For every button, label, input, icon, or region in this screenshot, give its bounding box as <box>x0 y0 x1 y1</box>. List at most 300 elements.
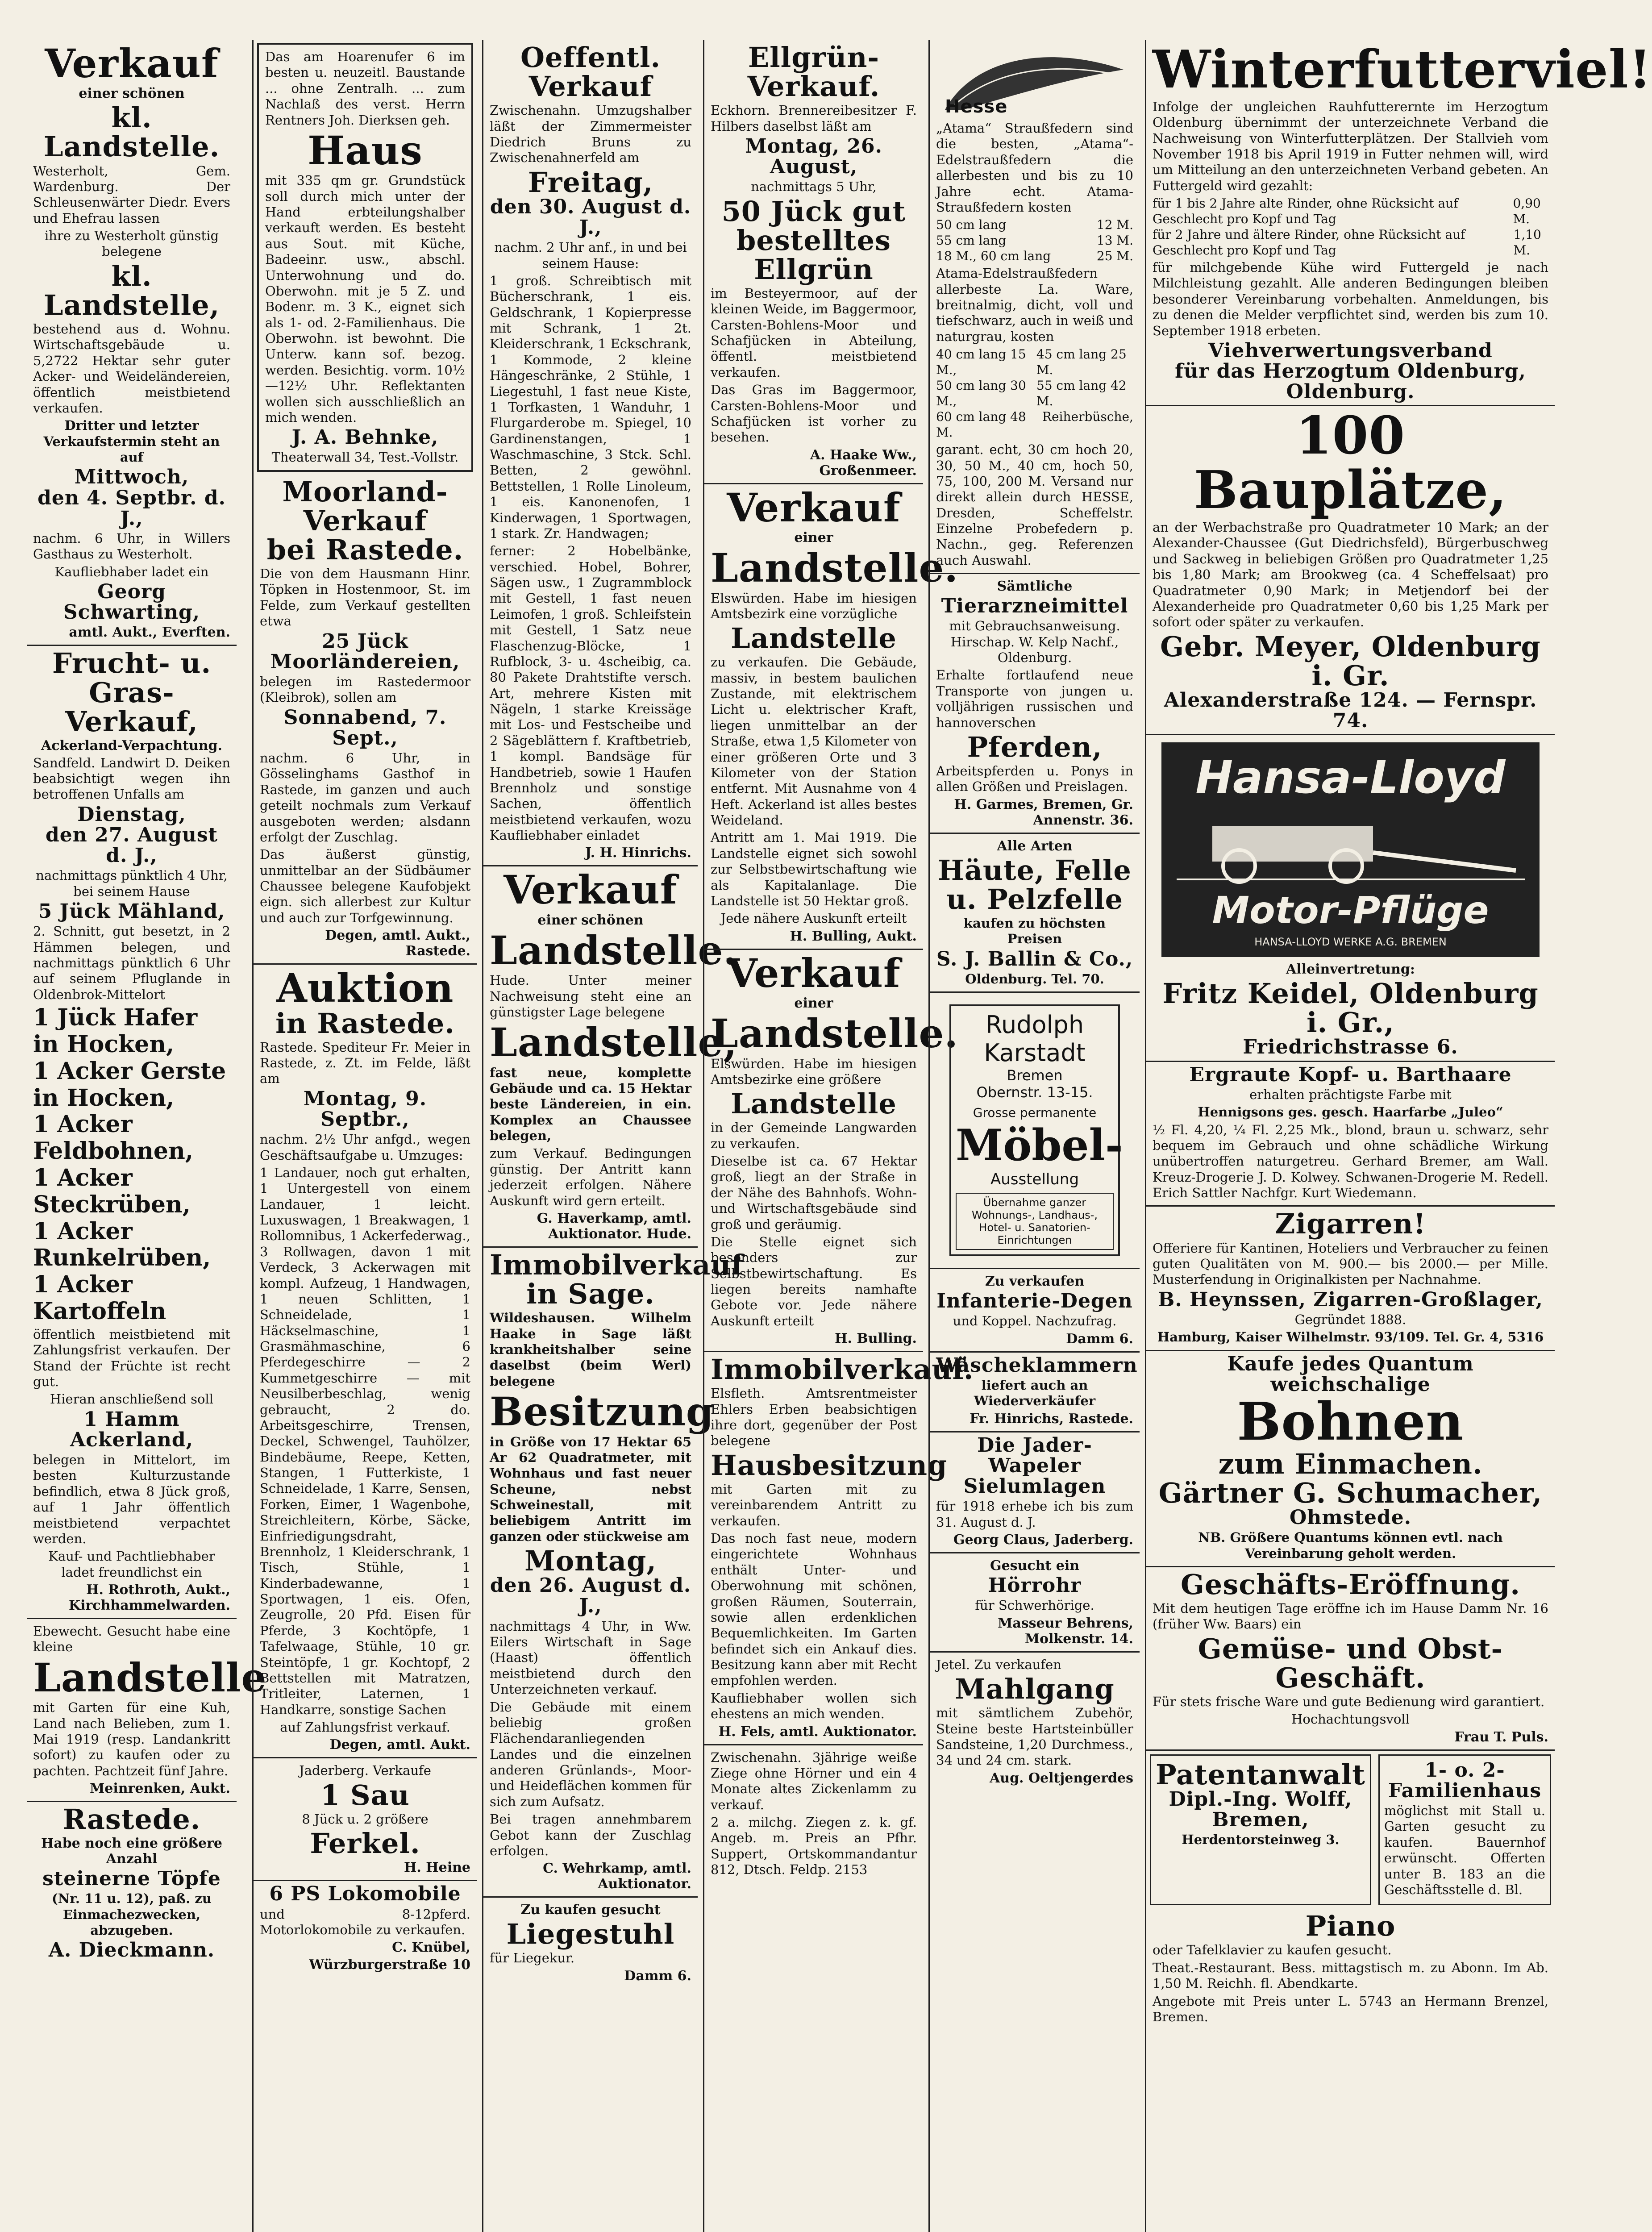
list-item: 1 Acker Gerste in Hocken, <box>33 1057 226 1112</box>
price-label: 55 cm lang <box>936 233 1007 248</box>
karstadt-city: Bremen <box>1007 1067 1063 1084</box>
ad-text: „Atama“ Straußfedern sind die besten, „Atama“-Edelstraußfedern die allerbesten und bis zu 10 Jahre echt. Atama-Straußfedern kosten <box>936 121 1133 215</box>
ad-text: NB. Größere Quantums können evtl. nach Vereinbarung geholt werden. <box>1198 1530 1503 1561</box>
ad-city: Bremen, <box>1212 1808 1309 1831</box>
ad-heading: Häute, Felle <box>938 854 1132 887</box>
ad-address: Herdentorsteinweg 3. <box>1182 1832 1340 1848</box>
ad-heading: Pferden, <box>967 730 1103 763</box>
ad-heading: 6 PS Lokomobile <box>269 1882 461 1906</box>
ad-heading: Patentanwalt <box>1156 1758 1365 1791</box>
ad-text: garant. echt, 30 cm hoch 20, 30, 50 M., 40 cm, hoch 50, 75, 100, 200 M. Versand nur direkt allein durch HESSE, Dresden, Scheffelstr. Einzelne Probefedern p. Nachn., geg. Referenzen auch Auswahl. <box>936 442 1133 568</box>
ad-heading: Ergraute Kopf- u. Barthaare <box>1189 1063 1512 1086</box>
ad-heading: Haus <box>308 127 423 174</box>
ad-signature: H. Garmes, Bremen, Gr. Annenstr. 36. <box>954 796 1133 828</box>
price-value: 13 M. <box>1096 233 1133 248</box>
karstadt-services: Übernahme ganzer Wohnungs-, Landhaus-, Hotel- u. Sanatorien-Einrichtungen <box>956 1193 1114 1250</box>
ad-text: 2 a. milchg. Ziegen z. k. gf. Angeb. m. Preis an Pfhr. Suppert, Ortskommandantur 812, Dtsch. Feldp. 2153 <box>711 1815 917 1878</box>
ad-name: Georg Schwarting, <box>63 580 200 624</box>
price-row <box>936 248 1133 264</box>
ad-heading: bei Rastede. <box>266 533 464 566</box>
ad-heading: u. Pelzfelle <box>946 883 1124 916</box>
ad-text: mit Garten mit zu vereinbarendem Antritt zu verkaufen. <box>711 1481 917 1528</box>
ad-text: Hochachtungsvoll <box>1291 1711 1410 1727</box>
ad-text: Hieran anschließend soll <box>50 1391 214 1407</box>
ad-signature: Damm 6. <box>624 1968 691 1984</box>
price-list <box>936 346 1133 440</box>
price-row <box>1153 227 1548 258</box>
ad-text: Eckhorn. Brennereibesitzer F. Hilbers daselbst läßt am <box>711 103 917 134</box>
ad-date: Sonnabend, 7. Sept., <box>283 706 447 750</box>
ad-text: nachm. 6 Uhr, in Willers Gasthaus zu Westerholt. <box>33 530 230 562</box>
ad-straussfedern <box>930 40 1140 574</box>
ad-subheading: einer schönen <box>537 912 644 928</box>
ad-text: Das noch fast neue, modern eingerichtete Wohnhaus enthält Unter- und Oberwohnung mit schönen, großen Räumen, Souterrain, sowie allen erdenklichen Bequemlichkeiten. Im Garten befindet sich ein Ankauf dies. Besitzung kann aber mit Recht empfohlen werden. <box>711 1531 917 1688</box>
ad-heading: Zigarren! <box>1275 1208 1426 1241</box>
ad-heading: Geschäfts-Eröffnung. <box>1180 1568 1521 1601</box>
price-value: 45 cm lang 25 M. <box>1036 347 1127 378</box>
ad-heading: Winterfutterviel! <box>1153 39 1652 100</box>
ad-hoerrohr <box>930 1553 1140 1653</box>
ad-heading: Piano <box>1305 1910 1396 1943</box>
ostrich-feather-logo <box>936 43 1133 119</box>
ad-heading: Tierarzneimittel <box>941 595 1128 618</box>
ad-text: oder Tafelklavier zu kaufen gesucht. <box>1153 1942 1392 1958</box>
price-label: für 2 Jahre und ältere Rinder, ohne Rücksicht auf Geschlecht pro Kopf und Tag <box>1153 227 1465 258</box>
ad-haarfarbe <box>1146 1062 1555 1207</box>
ad-heading: Rastede. <box>62 1803 201 1836</box>
ad-text: Theat.-Restaurant. Bess. mittagstisch m. zu Abonn. Im Ab. 1,50 M. Reichh. fl. Abendkarte. <box>1153 1960 1548 1991</box>
ad-heading: Liegestuhl <box>506 1918 675 1951</box>
ad-name: J. A. Behnke, <box>291 426 439 449</box>
ad-subheading: Alleinvertretung: <box>1286 962 1415 978</box>
ad-tierarzneimittel <box>930 574 1140 834</box>
ad-heading: kl. Landstelle, <box>43 259 220 321</box>
ad-landstelle-gesucht <box>27 1619 267 1802</box>
ad-text: Offeriere für Kantinen, Hoteliers und Verbraucher zu feinen guten Qualitäten von M. 900.— bis 2000.— per Mille. Musterfendung in Originalkisten per Nachnahme. <box>1153 1240 1548 1287</box>
ad-text: kaufen zu höchsten Preisen <box>963 915 1106 947</box>
hesse-logo-text: Hesse <box>945 96 1008 117</box>
ad-subheading: Ackerland-Verpachtung. <box>41 737 222 754</box>
ad-heading: steinerne Töpfe <box>42 1867 221 1891</box>
ad-heading: Verkauf <box>504 866 678 913</box>
ad-text: Das am Hoarenufer 6 im besten u. neuzeitl. Baustande ... ohne Zentralh. ... zum Nachlaß des verst. Herrn Rentners Joh. Dierksen geh. <box>265 49 465 128</box>
ad-heading: 1 Sau <box>320 1778 410 1811</box>
ad-heading: Wäscheklammern <box>936 1353 1138 1377</box>
list-item: 1 Acker Kartoffeln <box>33 1271 166 1325</box>
ad-hansa-lloyd <box>1146 735 1555 1062</box>
ad-signature: H. Fels, amtl. Auktionator. <box>718 1724 917 1740</box>
ad-heading: 50 Jück gut bestelltes Ellgrün <box>721 195 906 286</box>
tractor-icon <box>1177 808 1525 884</box>
ad-text: 1 Landauer, noch gut erhalten, 1 Untergestell von einem Landauer, 1 leicht. Luxuswagen, 1 Breakwagen, 1 Rollomnibus, 1 Ackerfederwag., 3 Rollwagen, davon 1 mit Verdeck, 3 Ackerwagen mit kompl. Aufzeug, 1 Handwagen, 1 neuen Schlitten, 1 Schneidelade, 1 Häckselmaschine, 1 Grasmähmaschine, 6 Pferdegeschirre — 2 Kummetgeschirre — mit Neusilberbeschlag, wenig gebraucht, 2 do. Arbeitsgeschirre, Trensen, Deckel, Schwengel, Tauhölzer, Bindebäume, Reepe, Ketten, Stangen, 1 Futterkiste, 1 Schneidelade, 1 Karre, Sensen, Forken, Eimer, 1 Wagenbohe, Streichleitern, Körbe, Säcke, Einfriedigungsdraht, Brennholz, 1 Kleiderschrank, 1 Tisch, Stühle, 1 Kinderbadewanne, 1 Sportwagen, 1 eis. Ofen, Zeugrolle, 20 Pfd. Eisen für Pferde, 3 Kochtöpfe, 1 Tafelwaage, Stühle, 10 gr. Steintöpfe, 1 gr. Kochtopf, 2 Bettstellen mit Matratzen, Tritleiter, Laternen, 1 Handkarre, sonstige Sachen <box>260 1165 470 1717</box>
ad-heading: Landstelle <box>731 622 897 655</box>
ad-text: Die Gebäude mit einem beliebig großen Flächendaranliegenden Landes und die einzelnen anderen Grünlands-, Moor- und Heideflächen kommen für sich zum Aufsatz. <box>490 1699 691 1809</box>
ad-address: Alexanderstraße 124. — Fernspr. 74. <box>1164 688 1537 733</box>
ad-text: nachm. 2½ Uhr anfgd., wegen Geschäftsaufgabe u. Umzuges: <box>260 1132 470 1163</box>
ad-sielumlagen <box>930 1432 1140 1553</box>
price-value: 55 cm lang 42 M. <box>1036 378 1127 409</box>
ad-date: Montag, 9. Septbr., <box>303 1087 427 1131</box>
ad-bauplaetze <box>1146 406 1555 735</box>
ad-text: zu verkaufen. Die Gebäude, massiv, in bestem baulichen Zustande, mit elektrischem Licht u. elektrischer Kraft, liegen unmittelbar an der Straße, etwa 1,5 Kilometer von einer größeren Orte und 3 Kilometer von der Station entfernt. Mit Ausnahme von 4 Heft. Ackerland ist alles bestes Weideland. <box>711 654 917 828</box>
ad-frucht-grasverkauf <box>27 646 237 1619</box>
price-label: 40 cm lang 15 M., <box>936 347 1026 378</box>
ad-signature: Meinrenken, Aukt. <box>90 1781 230 1797</box>
ad-immobilverkauf-elsfleth <box>704 1352 974 1745</box>
ad-ellgruen-verkauf <box>704 40 923 484</box>
ad-text: fast neue, komplette Gebäude und ca. 15 Hektar beste Ländereien, in ein. Komplex an Chaussee belegen, <box>490 1065 691 1144</box>
karstadt-street: Obernstr. 13-15. <box>976 1084 1093 1101</box>
ad-signature: Fr. Hinrichs, Rastede. <box>970 1411 1133 1427</box>
ad-subheading: einer <box>794 995 833 1012</box>
ad-text: Elswürden. Habe im hiesigen Amtsbezirk eine vorzügliche <box>711 590 917 621</box>
ad-signature: G. Haverkamp, amtl. Auktionator. Hude. <box>537 1211 691 1242</box>
price-value: 12 M. <box>1096 217 1133 233</box>
ad-signature: Masseur Behrens, Molkenstr. 14. <box>998 1615 1133 1647</box>
hansa-lloyd-brand: HANSA-LLOYD WERKE A.G. BREMEN <box>1254 936 1447 949</box>
ad-date: Mittwoch, <box>74 466 189 489</box>
ad-subheading: Zu kaufen gesucht <box>520 1902 661 1918</box>
ad-signature: J. H. Hinrichs. <box>585 845 691 861</box>
ad-text: Das äußerst günstig, unmittelbar an der Südbäumer Chaussee belegene Kaufobjekt eign. sich allerbest zur Kultur und auch zur Torfgewinnung. <box>260 847 470 925</box>
ad-waescheklammern <box>930 1353 1140 1432</box>
ad-date: Montag, <box>524 1545 657 1578</box>
ad-text: Dieselbe ist ca. 67 Hektar groß, liegt an der Straße in der Nähe des Bahnhofs. Wohn- und Wirtschaftsgebäude sind groß und geräumig. <box>711 1153 917 1232</box>
ad-name: S. J. Ballin & Co., <box>936 947 1133 970</box>
ad-text: nachmittags 5 Uhr, <box>751 179 877 195</box>
ad-heading: Mahlgang <box>955 1673 1115 1706</box>
crop-list <box>33 1004 230 1325</box>
ad-address: Theaterwall 34, Test.-Vollstr. <box>271 450 459 465</box>
ad-text: mit Gebrauchsanweisung. Hirschap. W. Kelp Nachf., Oldenburg. <box>949 618 1120 666</box>
ad-heading: Verkauf <box>727 484 901 531</box>
list-item: 1 Jück Hafer in Hocken, <box>33 1004 198 1058</box>
ad-text: möglichst mit Stall u. Garten gesucht zu kaufen. Bauernhof erwünscht. Offerten unter B. 183 an die Geschäftsstelle d. Bl. <box>1384 1803 1545 1897</box>
ad-auktion-rastede <box>254 965 477 1758</box>
ad-heading: 5 Jück Mähland, <box>38 900 225 923</box>
ad-address: Friedrichstrasse 6. <box>1243 1036 1458 1059</box>
ad-address: Ohmstede. <box>1289 1506 1412 1529</box>
ad-text: Jaderberg. Verkaufe <box>299 1763 431 1778</box>
ad-date: Dienstag, <box>77 803 186 826</box>
karstadt-first-name: Rudolph <box>985 1011 1084 1039</box>
column-3 <box>482 40 744 2232</box>
price-label: 18 M., 60 cm lang <box>936 249 1051 264</box>
ad-heading: Ferkel. <box>310 1827 420 1860</box>
ad-heading: in Sage. <box>526 1278 655 1311</box>
ad-liegestuhl <box>483 1898 698 1988</box>
ad-text: Die Stelle eignet sich besonders zur Selbstbewirtschaftung. Es liegen bereits namhafte Gebote vor. Jede nähere Auskunft erteilt <box>711 1234 917 1328</box>
ad-date: Freitag, <box>528 166 653 199</box>
ad-text: Antritt am 1. Mai 1919. Die Landstelle eignet sich sowohl zur Selbstbewirtschaftung wie als Kapitalanlage. Die Landstelle ist 50 Hektar groß. <box>711 830 917 908</box>
price-list <box>936 217 1133 264</box>
ad-text: Gegründet 1888. <box>1294 1312 1406 1327</box>
ad-address: Oldenburg. Tel. 70. <box>965 971 1104 987</box>
ad-heading: Die Jader-Wapeler Sielumlagen <box>963 1433 1106 1498</box>
list-item: 1 Acker Runkelrüben, <box>33 1217 211 1272</box>
ad-address: Hamburg, Kaiser Wilhelmstr. 93/109. Tel. Gr. 4, 5316 <box>1157 1329 1544 1345</box>
ad-winterfuttervieh <box>1146 39 1652 406</box>
karstadt-tagline: Grosse permanente <box>973 1105 1097 1120</box>
ad-text: Atama-Edelstraußfedern allerbeste La. Ware, breitnalmig, dicht, voll und tiefschwarz, auch in weiß und naturgrau, kosten <box>936 266 1133 344</box>
ad-text: Dritter und letzter Verkaufstermin steht an auf <box>43 418 220 465</box>
ad-heading: Landstelle. <box>711 1010 959 1057</box>
ad-heading: kl. Landstelle. <box>43 101 220 163</box>
ad-text: Sandfeld. Landwirt D. Deiken beabsichtigt wegen ihn betroffenen Unfalls am <box>33 755 230 802</box>
motor-pfluege-text: Motor-Pflüge <box>1212 888 1489 933</box>
ad-signature: Georg Claus, Jaderberg. <box>953 1532 1133 1548</box>
price-value: 0,90 M. <box>1513 196 1541 227</box>
ad-piano <box>1146 1909 1555 2029</box>
ad-steintoepfe <box>27 1802 237 1964</box>
ad-text: liefert auch an Wiederverkäufer <box>974 1378 1096 1409</box>
ad-heading: Moorland-Verkauf <box>282 475 448 537</box>
ad-text: Die von dem Hausmann Hinr. Töpken in Hostenmoor, St. im Felde, zum Verkauf gestellten etwa <box>260 566 470 629</box>
ad-text: Elswürden. Habe im hiesigen Amtsbezirke eine größere <box>711 1056 917 1087</box>
ad-text: Jede nähere Auskunft erteilt <box>720 911 907 926</box>
ad-heading: Landstelle <box>731 1087 897 1120</box>
ad-karstadt-moebel <box>930 993 1140 1269</box>
ad-heading: Landstelle. <box>490 927 738 974</box>
ad-signature: Damm 6. <box>1066 1331 1133 1347</box>
ad-text: und 8-12pferd. Motorlokomobile zu verkaufen. <box>260 1906 470 1937</box>
column-5 <box>928 40 1140 2232</box>
newspaper-page <box>27 39 1652 2232</box>
ad-text: ihre zu Westerholt günstig belegene <box>44 228 219 259</box>
price-list <box>1153 196 1548 258</box>
ad-landstelle-elswuerden-1 <box>704 484 959 950</box>
ad-signature: H. Bulling. <box>835 1331 917 1347</box>
ad-heading: Auktion <box>276 965 454 1012</box>
ad-heading: Verkauf <box>45 40 219 87</box>
ad-subheading: Habe noch eine größere Anzahl <box>41 1836 223 1867</box>
ad-immobilverkauf-sage <box>483 1248 744 1898</box>
ad-subheading: Gesucht ein <box>990 1558 1080 1574</box>
bottom-ads-row <box>1146 1751 1555 1909</box>
ad-landstelle-elswuerden-2 <box>704 949 959 1353</box>
ad-heading: Moorländereien, <box>270 650 460 673</box>
ad-signature: H. Bulling, Aukt. <box>790 928 917 944</box>
column-6 <box>1145 39 1652 2232</box>
ad-text: belegen in Mittelort, im besten Kulturzustande befindlich, etwa 8 Jück groß, auf 1 Jahr öffentlich meistbietend verpachtet werden. <box>33 1452 230 1546</box>
ad-haeute-felle <box>930 834 1140 993</box>
ad-text: Erhalte fortlaufend neue Transporte von jungen u. volljährigen russischen und hannoverschen <box>936 667 1133 730</box>
ad-signature: Degen, amtl. Aukt. <box>329 1737 470 1753</box>
ad-heading: Landstelle <box>33 1654 267 1701</box>
ad-date: den 30. August d. J., <box>490 195 691 239</box>
ad-heading: Frucht- u. Gras-Verkauf, <box>52 647 212 738</box>
ad-heading: für das Herzogtum Oldenburg, Oldenburg. <box>1175 360 1526 404</box>
column-1 <box>27 40 267 2232</box>
ad-text: Hude. Unter meiner Nachweisung steht eine an günstigster Lage belegene <box>490 973 691 1020</box>
ad-text: öffentlich meistbietend mit Zahlungsfrist verkaufen. Der Stand der Früchte ist recht gut. <box>33 1326 230 1389</box>
ad-text: Bei tragen annehmbarem Gebot kann der Zuschlag erfolgen. <box>490 1811 691 1858</box>
ad-heading: 25 Jück <box>322 629 408 653</box>
karstadt-ausstellung: Ausstellung <box>990 1170 1079 1189</box>
price-value: Reiherbüsche, <box>1042 409 1133 425</box>
hansa-lloyd-logo: Hansa-Lloyd <box>1195 751 1506 804</box>
ad-text: Mit dem heutigen Tage eröffne ich im Hause Damm Nr. 16 (früher Ww. Baars) ein <box>1153 1601 1548 1632</box>
ad-name: Gebr. Meyer, Oldenburg i. Gr. <box>1160 630 1541 692</box>
hansa-lloyd-banner <box>1161 742 1540 957</box>
price-value: 25 M. <box>1096 249 1133 264</box>
ad-heading: Infanterie-Degen <box>936 1290 1133 1313</box>
ad-lokomobile <box>254 1881 477 1977</box>
ad-text: Rastede. Spediteur Fr. Meier in Rastede, z. Zt. im Felde, läßt am <box>260 1039 470 1087</box>
ad-heading: Besitzung <box>490 1388 714 1435</box>
ad-text: (Nr. 11 u. 12), paß. zu Einmachezwecken, abzugeben. <box>52 1891 212 1938</box>
ad-heading: Bohnen <box>1237 1391 1464 1452</box>
price-label: 50 cm lang 30 M., <box>936 378 1026 409</box>
ad-oeffentl-verkauf <box>483 40 698 866</box>
ad-text: mit Garten für eine Kuh, Land nach Belieben, zum 1. Mai 1919 (resp. Landankritt sofort) zu kaufen oder zu pachten. Pachtzeit fünf Jahre. <box>33 1700 230 1778</box>
ad-name: A. Dieckmann. <box>48 1939 215 1962</box>
ad-text: Kaufliebhaber wollen sich ehestens an mich wenden. <box>711 1690 917 1722</box>
ad-heading: Gemüse- und Obst-Geschäft. <box>1198 1632 1503 1694</box>
ad-text: auf Zahlungsfrist verkauf. <box>280 1720 450 1735</box>
ad-text: 8 Jück u. 2 größere <box>302 1811 429 1827</box>
ad-text: Hennigsons ges. gesch. Haarfarbe „Juleo“ <box>1198 1104 1503 1120</box>
price-row <box>936 409 1133 440</box>
ad-text: nachmittags 4 Uhr, in Ww. Eilers Wirtschaft in Sage (Haast) öffentlich meistbietend durch den Unterzeichneten verkauf. <box>490 1618 691 1697</box>
list-item: 1 Acker Feldbohnen, <box>33 1111 193 1165</box>
ad-geschaefts-eroeffnung <box>1146 1567 1555 1751</box>
price-row <box>1153 196 1548 227</box>
motor-plough-illustration <box>1170 808 1531 884</box>
ad-text: ½ Fl. 4,20, ¼ Fl. 2,25 Mk., blond, braun u. schwarz, sehr bequem im Gebrauch und ohne schädliche Wirkung unübertroffen naturgetreu. Gerhard Bremer, am Wall. Kreuz-Drogerie J. D. Kolwey. Schwanen-Drogerie M. Redell. Erich Sattler Nachfgr. Kurt Wiedemann. <box>1153 1122 1548 1201</box>
ad-signature: Frau T. Puls. <box>1454 1729 1548 1745</box>
ad-text: nachm. 2 Uhr anf., in und bei seinem Hause: <box>494 240 687 271</box>
price-row <box>936 378 1133 409</box>
ad-subheading: Alle Arten <box>997 838 1073 854</box>
ad-heading: 1 Hamm Ackerland, <box>70 1407 193 1451</box>
ad-signature: Degen, amtl. Aukt., Rastede. <box>325 928 470 959</box>
ad-signature: C. Wehrkamp, amtl. Auktionator. <box>543 1861 691 1892</box>
ad-text: für Schwerhörige. <box>975 1598 1094 1613</box>
ad-text: mit sämtlichem Zubehör, Steine beste Hartsteinbüller Sandsteine, 1,20 Durchmess., 34 und 24 cm. stark. <box>936 1705 1133 1768</box>
ad-text: Das Gras im Baggermoor, Carsten-Bohlens-Moor und Schafjücken ist vorher zu besehen. <box>711 382 917 445</box>
karstadt-moebel: Möbel- <box>956 1120 1123 1171</box>
karstadt-name: Karstadt <box>984 1039 1086 1067</box>
ad-heading: Immobilverkauf. <box>711 1353 974 1386</box>
ad-heading: Viehverwertungsverband <box>1208 339 1493 362</box>
ad-heading: Hausbesitzung <box>711 1449 948 1482</box>
ad-date: Montag, 26. August, <box>745 134 882 179</box>
ad-name: Dipl.-Ing. Wolff, <box>1169 1787 1352 1811</box>
price-value: 1,10 M. <box>1513 227 1541 258</box>
ad-name: Fritz Keidel, Oldenburg i. Gr., <box>1162 977 1539 1039</box>
ad-text: und Koppel. Nachzufrag. <box>953 1313 1117 1329</box>
column-2 <box>252 40 477 2232</box>
ad-text: nachmittags pünktlich 4 Uhr, bei seinem Hause <box>36 868 228 899</box>
ad-name: Gärtner G. Schumacher, <box>1158 1476 1543 1509</box>
ad-text: in der Gemeinde Langwarden zu verkaufen. <box>711 1120 917 1151</box>
ad-landstelle-westerholt <box>27 40 237 646</box>
ad-infanterie-degen <box>930 1269 1140 1353</box>
ad-heading: 1- o. 2-Familienhaus <box>1388 1758 1542 1802</box>
ad-text: Zwischenahn. Umzugshalber läßt der Zimmermeister Diedrich Bruns zu Zwischenahnerfeld am <box>490 103 691 166</box>
ad-signature: amtl. Aukt., Everften. <box>69 625 230 641</box>
ad-text: 1 groß. Schreibtisch mit Bücherschrank, 1 eis. Geldschrank, 1 Kopierpresse mit Schrank, 1 2t. Kleiderschrank, 1 Eckschrank, 1 Kommode, 2 kleine Hängeschränke, 2 Stühle, 1 Liegestuhl, 1 fast neue Kiste, 1 Torfkasten, 1 Wanduhr, 1 Flurgarderobe m. Spiegel, 10 Gardinenstangen, 1 Waschmaschine, 3 Stck. Schl. Betten, 2 gewöhnl. Bettstellen, 1 Rolle Linoleum, 1 eis. Kanonenofen, 1 Kinderwagen, 1 Sportwagen, 1 stark. Zr. Handwagen; <box>490 273 691 541</box>
ad-heading: 100 Bauplätze, <box>1194 405 1507 521</box>
ad-ziegen <box>704 1745 923 1882</box>
ad-text: Ebewecht. Gesucht habe eine kleine <box>33 1624 230 1655</box>
ad-text: im Besteyermoor, auf der kleinen Weide, im Baggermoor, Carsten-Bohlens-Moor und Schafjücken in Abteilung, öffentl. meistbietend verkaufen. <box>711 285 917 380</box>
ad-subheading: einer <box>794 530 833 546</box>
ad-text: Kauf- und Pachtliebhaber ladet freundlichst ein <box>48 1549 215 1580</box>
ad-heading: Oeffentl. Verkauf <box>520 41 661 103</box>
ad-text: für 1918 erhebe ich bis zum 31. August d. J. <box>936 1499 1133 1530</box>
ad-mahlgang <box>930 1653 1140 1791</box>
ad-text: Kaufe jedes Quantum weichschalige <box>1227 1352 1474 1396</box>
karstadt-box <box>949 1004 1123 1256</box>
ad-text: Jetel. Zu verkaufen <box>936 1657 1061 1672</box>
ad-text: Westerholt, Gem. Wardenburg. Der Schleusenwärter Diedr. Evers und Ehefrau lassen <box>33 163 230 226</box>
price-label: für 1 bis 2 Jahre alte Rinder, ohne Rücksicht auf Geschlecht pro Kopf und Tag <box>1153 196 1458 227</box>
price-row <box>936 346 1133 378</box>
ad-heading: Landstelle, <box>490 1019 738 1066</box>
ad-heading: Immobilverkauf <box>490 1249 744 1282</box>
ad-text: Infolge der ungleichen Rauhfutterernte im Herzogtum Oldenburg übernimmt der unterzeichnete Verband die Nachweisung von Winterfutterplätzen. Der Stallvieh vom November 1918 bis April 1919 in Futter nehmen will, wird um Mitteilung an den unterzeichneten Verband gebeten. An Futtergeld wird gezahlt: <box>1153 99 1548 193</box>
ad-text: Kaufliebhaber ladet ein <box>54 564 209 579</box>
ad-text: ferner: 2 Hobelbänke, verschied. Hobel, Bohrer, Sägen usw., 1 Zugrammblock mit Gestell, 1 fast neuen Leimofen, 1 groß. Schleifstein mit Gestell, 1 Satz neue Flaschenzug-Blöcke, 1 Rufblock, 3- u. 4scheibig, ca. 80 Pakete Drahtstifte versch. Art, mehrere Kisten mit Nägeln, 1 starke Kreissäge mit Los- und Festscheibe und 2 Sägeblättern f. Kraftbetrieb, 1 kompl. Bandsäge für Handbetrieb, sowie 1 Haufen Brennholz und sonstige Sachen, öffentlich meistbietend verkaufen, wozu Kaufliebhaber einladet <box>490 543 691 843</box>
ad-text: zum Verkauf. Bedingungen günstig. Der Antritt kann jederzeit erfolgen. Nähere Auskunft wird gern erteilt. <box>490 1145 691 1208</box>
ad-haus-verkauf <box>257 43 473 472</box>
ad-signature: H. Rothroth, Aukt., Kirchhammelwarden. <box>69 1582 230 1614</box>
ad-text: Arbeitspferden u. Ponys in allen Größen und Preislagen. <box>936 763 1133 795</box>
ad-signature: Aug. Oeltjengerdes <box>989 1770 1133 1786</box>
ad-text: belegen im Rastedermoor (Kleibrok), sollen am <box>260 674 470 705</box>
ad-bohnen <box>1146 1351 1555 1567</box>
ad-name: B. Heynssen, Zigarren-Großlager, <box>1158 1288 1543 1311</box>
list-item: 1 Acker Steckrüben, <box>33 1164 191 1218</box>
ad-text: Für stets frische Ware und gute Bedienung wird garantiert. <box>1153 1694 1545 1709</box>
ad-subheading: Sämtliche <box>997 579 1073 595</box>
price-label: 60 cm lang 48 M. <box>936 409 1026 440</box>
ad-subheading: einer schönen <box>79 86 185 102</box>
ad-text: mit 335 qm gr. Grundstück soll durch mich unter der Hand erbteilungshalber verkauft werden. Es besteht aus Sout. mit Küche, Badeeinr. usw., abschl. Unterwohnung und do. Oberwohn. mit je 5 Z. und Bodenr. m. 3 K., eignet sich als 1- od. 2-Familienhaus. Die Oberwohn. ist bewohnt. Die Unterw. kann sof. bezog. werden. Besichtig. vorm. 10½—12½ Uhr. Reflektanten wollen sich ausschließlich an mich wenden. <box>265 173 465 425</box>
ad-date: den 4. Septbr. d. J., <box>37 486 226 530</box>
ad-text: erhalten prächtigste Farbe mit <box>1249 1087 1452 1102</box>
ad-text: Angebote mit Preis unter L. 5743 an Hermann Brenzel, Bremen. <box>1153 1993 1548 2024</box>
ad-date: den 26. August d. J., <box>490 1574 691 1618</box>
ad-sau-ferkel <box>254 1758 477 1881</box>
ad-moorland-verkauf <box>254 475 477 965</box>
ad-text: 2. Schnitt, gut besetzt, in 2 Hämmen belegen, und nachmittags pünktlich 6 Uhr auf seinem Pfluglande in Oldenbrok-Mittelort <box>33 924 230 1002</box>
ad-heading: Ellgrün-Verkauf. <box>747 41 880 103</box>
ad-text: bestehend aus d. Wohnu. Wirtschaftsgebäude u. 5,2722 Hektar sehr guter Acker- und Weideländereien, öffentlich meistbietend verkaufen. <box>33 321 230 416</box>
ad-text: für Liegekur. <box>490 1950 575 1966</box>
ad-heading: zum Einmachen. <box>1218 1447 1483 1480</box>
ad-address: Würzburgerstraße 10 <box>309 1957 470 1973</box>
ad-heading: Landstelle. <box>711 545 959 591</box>
price-row <box>936 217 1133 233</box>
ad-name: C. Knübel, <box>392 1940 470 1956</box>
ad-familienhaus <box>1378 1754 1551 1906</box>
ad-signature: H. Heine <box>404 1860 470 1876</box>
ad-zigarren <box>1146 1207 1555 1351</box>
ad-subheading: Zu verkaufen <box>985 1274 1085 1290</box>
ad-heading: Hörrohr <box>988 1574 1082 1597</box>
price-label: 50 cm lang <box>936 217 1007 233</box>
ad-text: Wildeshausen. Wilhelm Haake in Sage läßt krankheitshalber seine daselbst (beim Werl) belegene <box>490 1310 691 1389</box>
ad-text: an der Werbachstraße pro Quadratmeter 10 Mark; an der Alexander-Chaussee (Gut Diedrichsfeld), Bürgerbuschweg und Sackweg in beliebigen Größen pro Quadratmeter 1,25 bis 1,80 Mark; am Brookweg (ca. 4 Scheffelsaat) pro Quadratmeter 0,90 Mark; in Metjendorf bei der Alexanderheide pro Quadratmeter 0,60 bis 1,25 Mark per sofort oder später zu verkaufen. <box>1153 520 1548 630</box>
ad-patentanwalt <box>1150 1754 1371 1906</box>
ad-text: für milchgebende Kühe wird Futtergeld je nach Milchleistung gezahlt. Alle anderen Bedingungen bleiben besonderer Vereinbarung vorbehalten. Anmeldungen, bis zu denen die Melder verpflichtet sind, werden bis zum 10. September 1918 erbeten. <box>1153 260 1548 338</box>
ad-signature: A. Haake Ww., Großenmeer. <box>810 447 917 479</box>
ad-text: in Größe von 17 Hektar 65 Ar 62 Quadratmeter, mit Wohnhaus und fast neuer Scheune, nebst Schweinestall, mit beliebigem Antritt im ganzen oder stückweise am <box>490 1434 691 1544</box>
ad-text: nachm. 6 Uhr, in Gösselinghams Gasthof in Rastede, im ganzen und auch geteilt nochmals zum Verkauf ausgeboten werden; alsdann erfolgt der Zuschlag. <box>260 750 470 845</box>
